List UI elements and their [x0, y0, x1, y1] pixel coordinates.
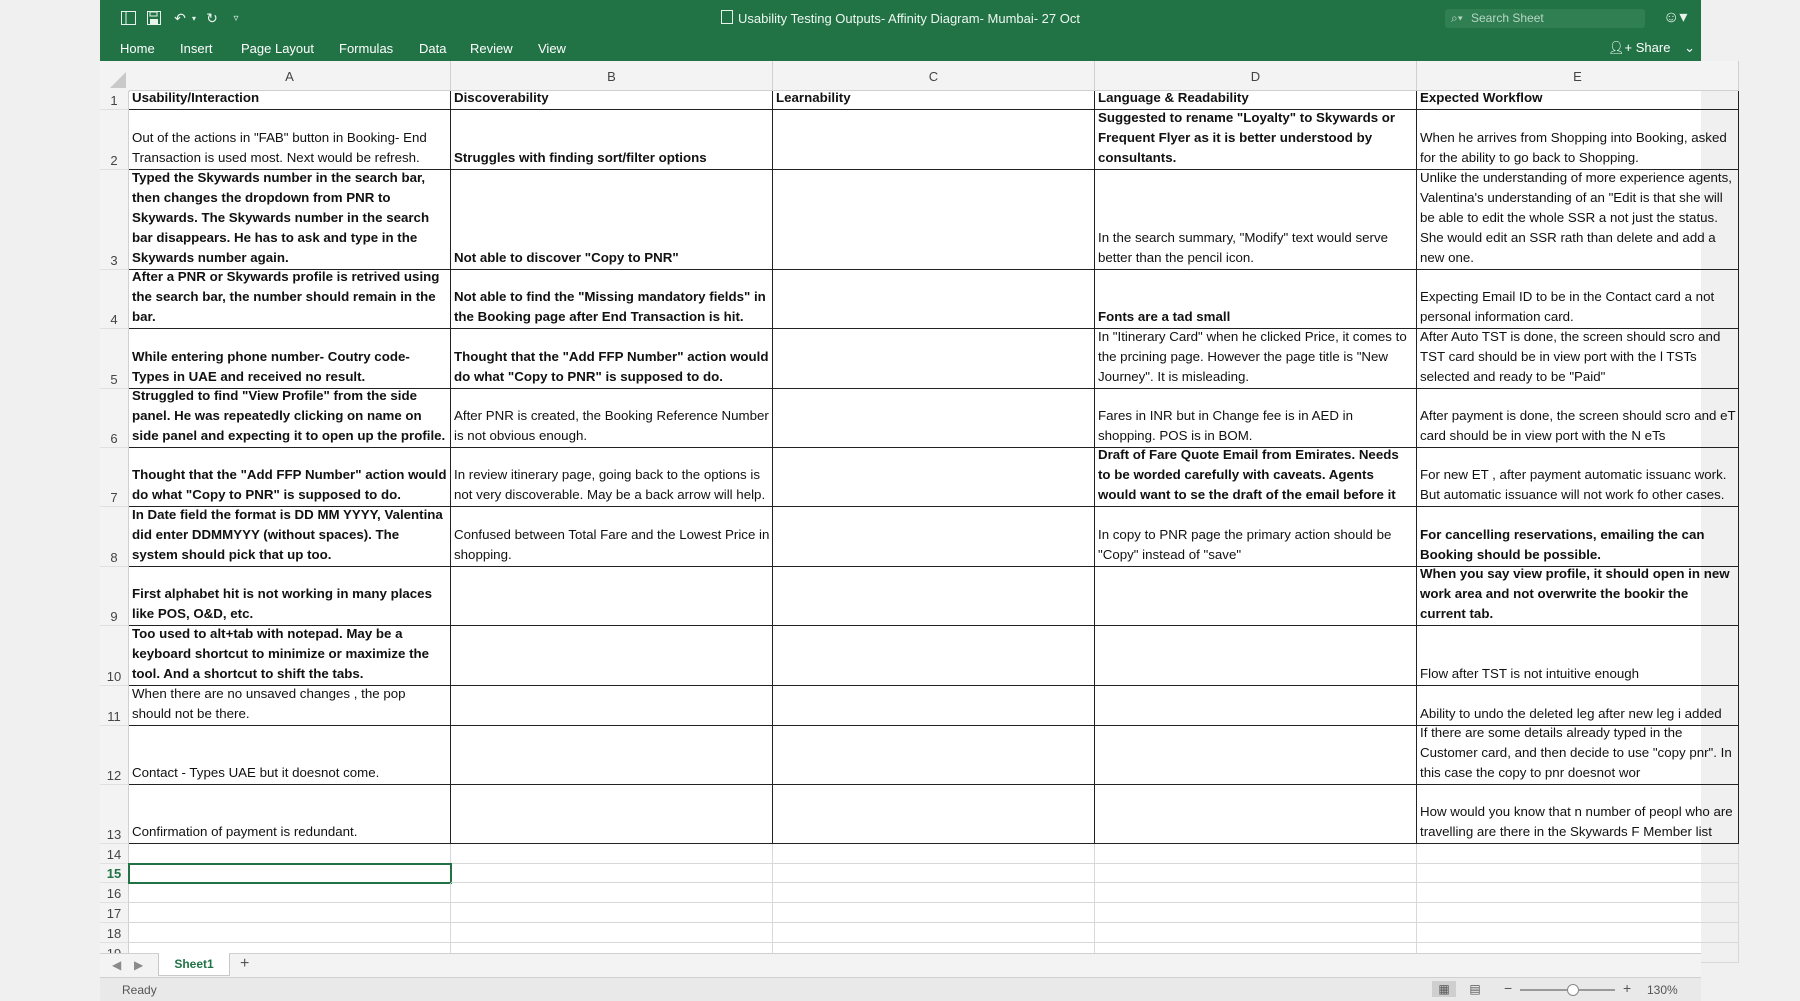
- cell-a17[interactable]: [129, 903, 451, 923]
- zoom-slider-thumb[interactable]: [1567, 984, 1579, 996]
- cell-d8[interactable]: [1095, 507, 1417, 567]
- cell-e5[interactable]: [1417, 329, 1739, 389]
- cell-text: Usability/Interaction: [132, 90, 260, 105]
- cell-e9[interactable]: [1417, 567, 1739, 626]
- cell-text: Learnability: [776, 90, 851, 105]
- row-header-15[interactable]: 15: [100, 864, 129, 883]
- cell-d7[interactable]: [1095, 448, 1417, 507]
- cell-text: Out of the actions in "FAB" button in Booking- End Transaction is used most. Next would be refresh.: [132, 130, 427, 165]
- cell-a6[interactable]: [129, 389, 451, 448]
- cell-a7[interactable]: [129, 448, 451, 507]
- cell-c4[interactable]: [773, 270, 1095, 329]
- sheet-tab-bar: [100, 953, 1701, 978]
- cell-text: Flow after TST is not intuitive enough: [1420, 666, 1640, 681]
- cell-b11[interactable]: [451, 686, 773, 726]
- cell-b8[interactable]: [451, 507, 773, 567]
- tab-review[interactable]: Review: [470, 41, 513, 56]
- cell-text: After payment is done, the screen should scro and eT card should be in view port with the N eTs: [1420, 408, 1736, 443]
- row-header-3[interactable]: 3: [100, 170, 129, 270]
- cell-text: When there are no unsaved changes , the pop should not be there.: [132, 686, 406, 721]
- cell-c17[interactable]: [773, 903, 1095, 923]
- column-header-b[interactable]: B: [451, 61, 773, 91]
- cell-d15[interactable]: [1095, 864, 1417, 883]
- row-header-16[interactable]: 16: [100, 883, 129, 903]
- cell-text: Fares in INR but in Change fee is in AED in shopping. POS is in BOM.: [1098, 408, 1353, 443]
- row-header-1[interactable]: 1: [100, 91, 129, 110]
- share-person-icon: 👤︎+: [1608, 40, 1633, 55]
- cell-a2[interactable]: [129, 110, 451, 170]
- column-header-c[interactable]: C: [773, 61, 1095, 91]
- cell-e14[interactable]: [1417, 844, 1739, 864]
- cell-b4[interactable]: [451, 270, 773, 329]
- cell-b1[interactable]: [451, 91, 773, 110]
- cell-a13[interactable]: [129, 785, 451, 844]
- cell-a16[interactable]: [129, 883, 451, 903]
- share-button[interactable]: [1608, 40, 1695, 56]
- cell-a3[interactable]: [129, 170, 451, 270]
- zoom-level[interactable]: 130%: [1647, 983, 1678, 997]
- status-text: Ready: [122, 983, 157, 997]
- cell-text: Thought that the "Add FFP Number" action would do what "Copy to PNR" is supposed to do.: [132, 467, 447, 502]
- cell-a10[interactable]: [129, 626, 451, 686]
- cell-b17[interactable]: [451, 903, 773, 923]
- cell-b12[interactable]: [451, 726, 773, 785]
- cell-c10[interactable]: [773, 626, 1095, 686]
- active-cell-a15[interactable]: [129, 864, 451, 883]
- cell-d9[interactable]: [1095, 567, 1417, 626]
- cell-a9[interactable]: [129, 567, 451, 626]
- row-header-9[interactable]: 9: [100, 567, 129, 626]
- undo-icon[interactable]: ↶: [174, 9, 186, 26]
- cell-text: After Auto TST is done, the screen should scro and TST card should be in view port with the l TSTs selected and ready to be "Paid": [1420, 329, 1721, 384]
- cell-d6[interactable]: [1095, 389, 1417, 448]
- undo-dropdown-icon[interactable]: ▾: [191, 13, 196, 23]
- tab-view[interactable]: View: [538, 41, 566, 56]
- tab-formulas[interactable]: Formulas: [339, 41, 394, 56]
- cell-text: Thought that the "Add FFP Number" action would do what "Copy to PNR" is supposed to do.: [454, 349, 769, 384]
- search-sheet-input[interactable]: [1445, 9, 1645, 28]
- cell-text: In copy to PNR page the primary action should be "Copy" instead of "save": [1098, 527, 1392, 562]
- cell-text: Not able to discover "Copy to PNR": [454, 250, 679, 265]
- cell-e3[interactable]: [1417, 170, 1739, 270]
- cell-c2[interactable]: [773, 110, 1095, 170]
- cell-d10[interactable]: [1095, 626, 1417, 686]
- cell-text: Typed the Skywards number in the search bar, then changes the dropdown from PNR to Skywards. The Skywards number in the search bar disappears. He has to ask and type in the Skywards number again.: [132, 170, 430, 265]
- cell-text: Suggested to rename "Loyalty" to Skywards or Frequent Flyer as it is better understood by consultants.: [1098, 110, 1396, 165]
- cell-text: First alphabet hit is not working in many places like POS, O&D, etc.: [132, 586, 432, 621]
- sheet-tab-sheet1[interactable]: Sheet1: [158, 953, 230, 976]
- cell-c16[interactable]: [773, 883, 1095, 903]
- cell-d14[interactable]: [1095, 844, 1417, 864]
- cell-text: While entering phone number- Coutry code- Types in UAE and received no result.: [132, 349, 410, 384]
- cell-a4[interactable]: [129, 270, 451, 329]
- cell-d16[interactable]: [1095, 883, 1417, 903]
- cell-text: Confused between Total Fare and the Lowest Price in shopping.: [454, 527, 770, 562]
- cell-c7[interactable]: [773, 448, 1095, 507]
- cell-e11[interactable]: [1417, 686, 1739, 726]
- cell-text: Confirmation of payment is redundant.: [132, 824, 358, 839]
- row-header-10[interactable]: 10: [100, 626, 129, 686]
- row-header-6[interactable]: 6: [100, 389, 129, 448]
- tab-home[interactable]: Home: [120, 41, 155, 56]
- cell-b18[interactable]: [451, 923, 773, 943]
- cell-e8[interactable]: [1417, 507, 1739, 567]
- row-header-14[interactable]: 14: [100, 844, 129, 864]
- redo-icon[interactable]: ↻: [206, 9, 218, 26]
- cell-b6[interactable]: [451, 389, 773, 448]
- cell-d2[interactable]: [1095, 110, 1417, 170]
- cell-b13[interactable]: [451, 785, 773, 844]
- cell-text: After PNR is created, the Booking Reference Number is not obvious enough.: [454, 408, 769, 443]
- row-header-12[interactable]: 12: [100, 726, 129, 785]
- cell-text: In the search summary, "Modify" text would serve better than the pencil icon.: [1098, 230, 1389, 265]
- cell-c18[interactable]: [773, 923, 1095, 943]
- cell-a18[interactable]: [129, 923, 451, 943]
- next-sheet-icon[interactable]: ▶: [134, 958, 144, 972]
- cell-c14[interactable]: [773, 844, 1095, 864]
- cell-b10[interactable]: [451, 626, 773, 686]
- cell-b14[interactable]: [451, 844, 773, 864]
- row-header-5[interactable]: 5: [100, 329, 129, 389]
- cell-d5[interactable]: [1095, 329, 1417, 389]
- row-header-13[interactable]: 13: [100, 785, 129, 844]
- column-header-a[interactable]: A: [129, 61, 451, 91]
- cell-text: Struggles with finding sort/filter options: [454, 150, 707, 165]
- select-all-corner[interactable]: [100, 61, 130, 92]
- cell-e1[interactable]: [1417, 91, 1739, 110]
- row-header-4[interactable]: 4: [100, 270, 129, 329]
- cell-e7[interactable]: [1417, 448, 1739, 507]
- title-bar: [100, 0, 1701, 36]
- add-sheet-button[interactable]: +: [240, 955, 250, 972]
- customize-toolbar-icon[interactable]: ▿: [233, 12, 239, 24]
- cell-c9[interactable]: [773, 567, 1095, 626]
- row-header-8[interactable]: 8: [100, 507, 129, 567]
- cell-text: After a PNR or Skywards profile is retrived using the search bar, the number should remain in the bar.: [132, 269, 440, 324]
- cell-e6[interactable]: [1417, 389, 1739, 448]
- cell-text: Expected Workflow: [1420, 90, 1543, 105]
- cell-e16[interactable]: [1417, 883, 1739, 903]
- ribbon-tabs: [100, 36, 1701, 61]
- cell-text: Struggled to find "View Profile" from the side panel. He was repeatedly clicking on name on side panel and expecting it to open up the profile.: [132, 388, 446, 443]
- row-header-11[interactable]: 11: [100, 686, 129, 726]
- row-header-2[interactable]: 2: [100, 110, 129, 170]
- row-header-17[interactable]: 17: [100, 903, 129, 923]
- cell-a8[interactable]: [129, 507, 451, 567]
- cell-d4[interactable]: [1095, 270, 1417, 329]
- excel-window: [100, 0, 1736, 1000]
- cell-d12[interactable]: [1095, 726, 1417, 785]
- cell-text: Not able to find the "Missing mandatory fields" in the Booking page after End Transaction is hit.: [454, 289, 766, 324]
- cell-d3[interactable]: [1095, 170, 1417, 270]
- cell-text: In Date field the format is DD MM YYYY, Valentina did enter DDMMYYY (without spaces). The system should pick that up too.: [132, 507, 443, 562]
- cell-text: Too used to alt+tab with notepad. May be a keyboard shortcut to minimize or maximize the tool. And a shortcut to shift the tabs.: [132, 626, 430, 681]
- cell-e18[interactable]: [1417, 923, 1739, 943]
- column-header-e[interactable]: E: [1417, 61, 1739, 91]
- row-header-18[interactable]: 18: [100, 923, 129, 943]
- column-header-d[interactable]: D: [1095, 61, 1417, 91]
- cell-text: When you say view profile, it should open in new work area and not overwrite the bookir the current tab.: [1420, 566, 1730, 621]
- cell-c6[interactable]: [773, 389, 1095, 448]
- cell-c5[interactable]: [773, 329, 1095, 389]
- tab-page-layout[interactable]: Page Layout: [241, 41, 315, 56]
- cell-text: For new ET , after payment automatic issuanc work. But automatic issuance will not work fo other cases.: [1420, 467, 1727, 502]
- cell-a11[interactable]: [129, 686, 451, 726]
- cell-c11[interactable]: [773, 686, 1095, 726]
- zoom-in-button[interactable]: +: [1623, 980, 1632, 996]
- cell-b15[interactable]: [451, 864, 773, 883]
- cell-e12[interactable]: [1417, 726, 1739, 785]
- cell-d11[interactable]: [1095, 686, 1417, 726]
- cell-text: When he arrives from Shopping into Booking, asked for the ability to go back to Shopping.: [1420, 130, 1727, 165]
- search-icon: ⌕▾: [1451, 11, 1463, 25]
- cell-a1[interactable]: [129, 91, 451, 110]
- share-label: Share: [1635, 40, 1671, 55]
- cell-b5[interactable]: [451, 329, 773, 389]
- cell-e13[interactable]: [1417, 785, 1739, 844]
- cell-d18[interactable]: [1095, 923, 1417, 943]
- cell-b7[interactable]: [451, 448, 773, 507]
- cell-text: For cancelling reservations, emailing the can Booking should be possible.: [1420, 527, 1705, 562]
- cell-c1[interactable]: [773, 91, 1095, 110]
- cell-a5[interactable]: [129, 329, 451, 389]
- cell-d17[interactable]: [1095, 903, 1417, 923]
- cell-text: How would you know that n number of peopl who are travelling are there in the Skywards F Member list: [1420, 804, 1733, 839]
- cell-e17[interactable]: [1417, 903, 1739, 923]
- cell-text: In review itinerary page, going back to the options is not very discoverable. May be a back arrow will help.: [454, 467, 766, 502]
- cell-b9[interactable]: [451, 567, 773, 626]
- cell-text: Contact - Types UAE but it doesnot come.: [132, 765, 380, 780]
- cell-c3[interactable]: [773, 170, 1095, 270]
- cell-text: Expecting Email ID to be in the Contact card a not personal information card.: [1420, 289, 1715, 324]
- document-title-text: Usability Testing Outputs- Affinity Diagram- Mumbai- 27 Oct: [738, 11, 1080, 26]
- cell-text: Fonts are a tad small: [1098, 309, 1231, 324]
- cell-text: In "Itinerary Card" when he clicked Price, it comes to the prcining page. However the page title is "New Journey". It is misleading.: [1098, 329, 1407, 384]
- search-placeholder: Search Sheet: [1471, 11, 1544, 25]
- cell-d13[interactable]: [1095, 785, 1417, 844]
- normal-view-icon[interactable]: ▦: [1432, 981, 1456, 997]
- cell-c13[interactable]: [773, 785, 1095, 844]
- cell-text: If there are some details already typed in the Customer card, and then decide to use "copy pnr". In this case the copy to pnr doesnot wor: [1420, 725, 1732, 780]
- cell-c8[interactable]: [773, 507, 1095, 567]
- cell-e15[interactable]: [1417, 864, 1739, 883]
- chevron-down-icon: ⌄: [1684, 40, 1695, 55]
- cell-a12[interactable]: [129, 726, 451, 785]
- cell-text: Unlike the understanding of more experience agents, Valentina's understanding of an "Edit is that she will be able to edit the whole SSR a not just the status. She would edit an SSR rath than delete and add a new one.: [1420, 170, 1732, 265]
- zoom-out-button[interactable]: −: [1504, 980, 1513, 996]
- cell-e4[interactable]: [1417, 270, 1739, 329]
- cell-text: Language & Readability: [1098, 90, 1249, 105]
- cell-e2[interactable]: [1417, 110, 1739, 170]
- page-layout-view-icon[interactable]: ▤: [1469, 982, 1481, 996]
- cell-b16[interactable]: [451, 883, 773, 903]
- cell-c12[interactable]: [773, 726, 1095, 785]
- cell-b3[interactable]: [451, 170, 773, 270]
- cell-a14[interactable]: [129, 844, 451, 864]
- cell-b2[interactable]: [451, 110, 773, 170]
- cell-text: Draft of Fare Quote Email from Emirates. Needs to be worded carefully with caveats. Agents would want to se the draft of the email before it: [1098, 447, 1399, 502]
- status-bar: [100, 977, 1701, 1001]
- cell-c15[interactable]: [773, 864, 1095, 883]
- document-icon: [721, 10, 733, 24]
- spreadsheet-grid: [100, 61, 1736, 953]
- tab-insert[interactable]: Insert: [180, 41, 213, 56]
- cell-e10[interactable]: [1417, 626, 1739, 686]
- tab-data[interactable]: Data: [419, 41, 447, 56]
- smiley-icon[interactable]: ☺▾: [1663, 9, 1688, 26]
- cell-text: Ability to undo the deleted leg after new leg i added: [1420, 706, 1722, 721]
- prev-sheet-icon[interactable]: ◀: [112, 958, 122, 972]
- cell-text: Discoverability: [454, 90, 549, 105]
- row-header-7[interactable]: 7: [100, 448, 129, 507]
